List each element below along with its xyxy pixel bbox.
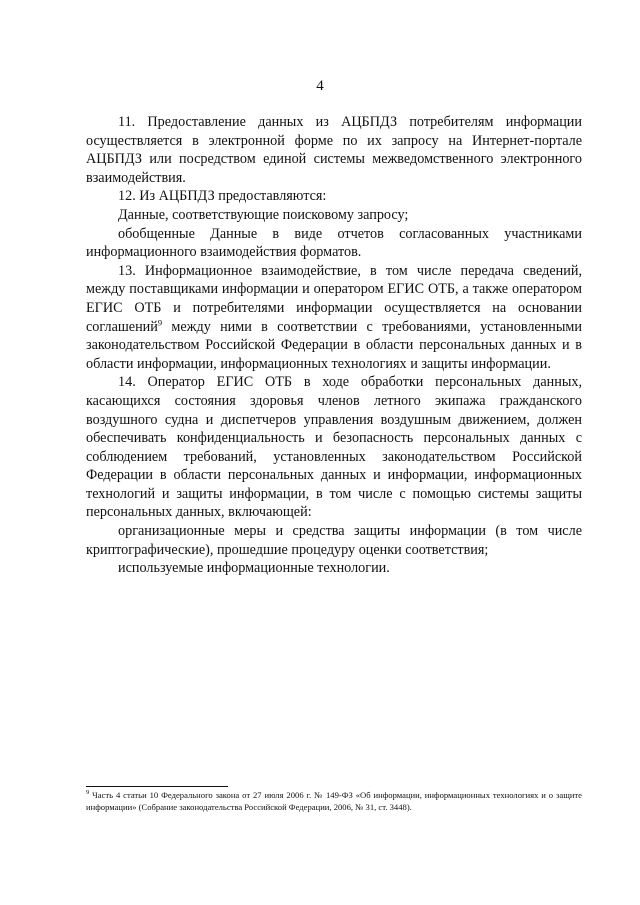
- paragraph-12: 12. Из АЦБПДЗ предоставляются:: [118, 188, 327, 205]
- paragraph-13: [86, 262, 582, 374]
- page-number: 4: [316, 78, 324, 94]
- document-body: [86, 113, 582, 578]
- footnote-separator: [86, 786, 228, 787]
- paragraph-14: 14. Оператор ЕГИС ОТБ в ходе обработки персональных данных, касающихся состояния здоровья членов летного экипажа гражданского воздушного судна и диспетчеров управления воздушным движением, должен обеспечивать конфиденциальность и безопасность персональных данных с соблюдением требований, установленных законодательством Российской Федерации в области персональных данных и информации, информационных технологий и защиты информации, в том числе с помощью системы защиты персональных данных, включающей:: [86, 374, 582, 521]
- list-item-summary-data: обобщенные Данные в виде отчетов согласованных участниками информационного взаимодействия форматов.: [86, 225, 582, 261]
- list-item-information-technologies: используемые информационные технологии.: [118, 560, 390, 577]
- paragraph-11: 11. Предоставление данных из АЦБПДЗ потребителям информации осуществляется в электронной форме по их запросу на Интернет-портале АЦБПДЗ или посредством единой системы межведомственного электронного взаимодействия.: [86, 114, 582, 186]
- footnote: [86, 790, 582, 813]
- list-item-security-measures: организационные меры и средства защиты информации (в том числе криптографические), прошедшие процедуру оценки соответствия;: [86, 523, 582, 558]
- list-item-search-data: Данные, соответствующие поисковому запросу;: [118, 206, 409, 223]
- paragraph-13-text-start: 13. Информационное взаимодействие, в том числе передача сведений, между поставщиками информации и оператором ЕГИС ОТБ, а также оператором ЕГИС ОТБ и потребителями информации осуществляется на основании соглашений: [86, 262, 582, 335]
- footnote-text: Часть 4 статьи 10 Федерального закона от 27 июля 2006 г. № 149-ФЗ «Об информации, информационных технологиях и о защите информации» (Собрание законодательства Российской Федерации, 2006, № 31, ст. 3448).: [86, 790, 582, 812]
- footnote-mark: 9: [86, 789, 90, 797]
- paragraph-13-text-end: между ними в соответствии с требованиями, установленными законодательством Российской Федерации в области персональных данных и в области информации, информационных технологиях и защиты информации.: [86, 318, 582, 372]
- footnote-reference: 9: [157, 316, 163, 327]
